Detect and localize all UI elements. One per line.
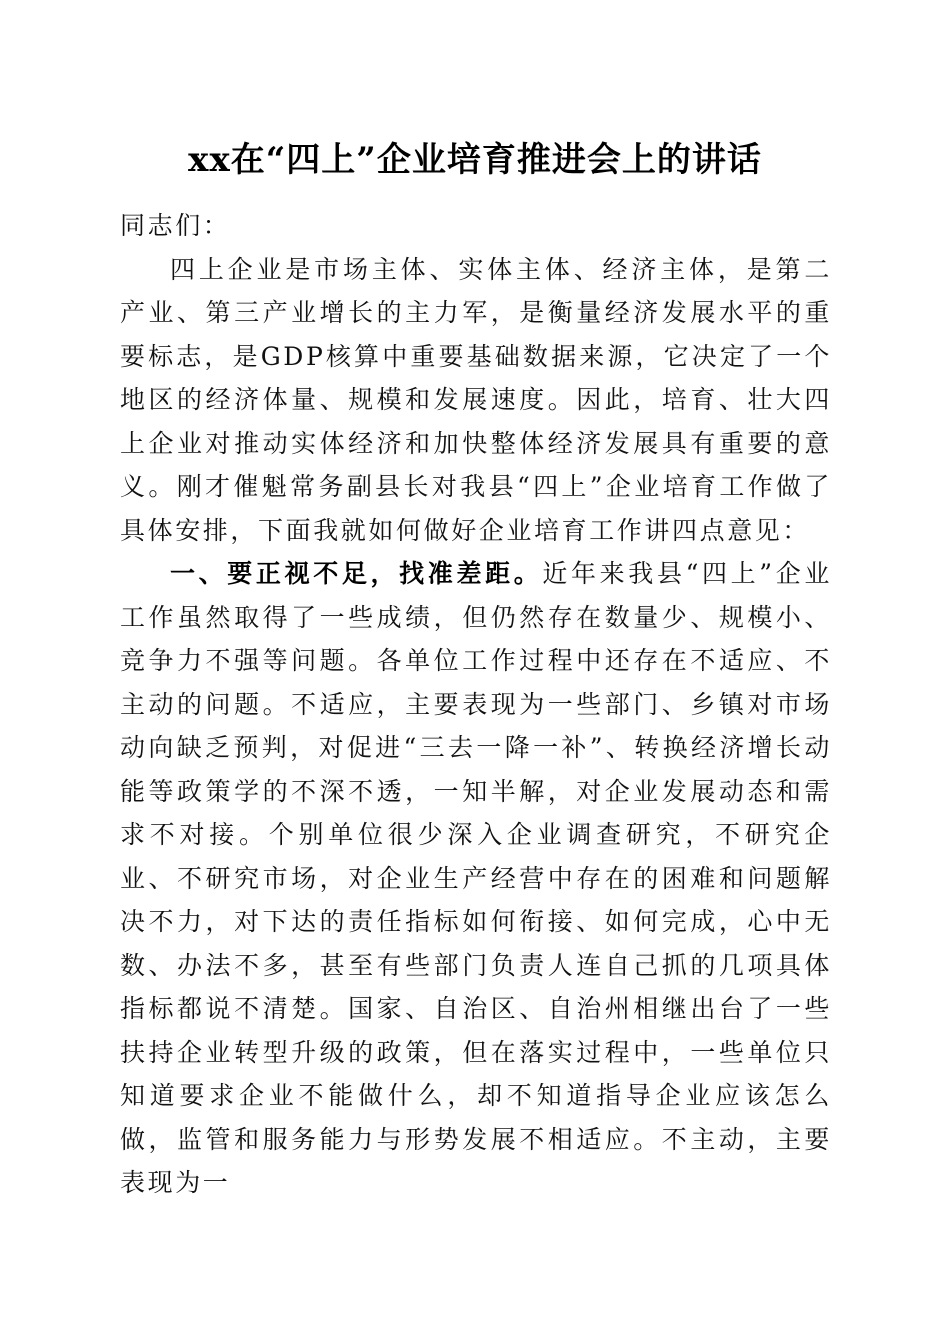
document-title: xx在“四上”企业培育推进会上的讲话: [188, 140, 762, 180]
section-1-body: 近年来我县“四上”企业工作虽然取得了一些成绩，但仍然存在数量少、规模小、竞争力不强等问题。各单位工作过程中还存在不适应、不主动的问题。不适应，主要表现为一些部门、乡镇对市场动向缺乏预判，对促进“三去一降一补”、转换经济增长动能等政策学的不深不透，一知半解，对企业发展动态和需求不对接。个别单位很少深入企业调查研究，不研究企业、不研究市场，对企业生产经营中存在的困难和问题解决不力，对下达的责任指标如何衔接、如何完成，心中无数、办法不多，甚至有些部门负责人连自己抓的几项具体指标都说不清楚。国家、自治区、自治州相继出台了一些扶持企业转型升级的政策，但在落实过程中，一些单位只知道要求企业不能做什么，却不知道指导企业应该怎么做，监管和服务能力与形势发展不相适应。不主动，主要表现为一: [120, 559, 832, 1197]
document-body: [120, 204, 832, 1205]
section-1-heading: 一、要正视不足，找准差距。: [170, 559, 543, 588]
paragraph-section-1: [120, 552, 832, 1205]
salutation: 同志们：: [120, 211, 231, 240]
paragraph-intro: 四上企业是市场主体、实体主体、经济主体，是第二产业、第三产业增长的主力军，是衡量经济发展水平的重要标志，是GDP核算中重要基础数据来源，它决定了一个地区的经济体量、规模和发展速度。因此，培育、壮大四上企业对推动实体经济和加快整体经济发展具有重要的意义。刚才催魁常务副县长对我县“四上”企业培育工作做了具体安排，下面我就如何做好企业培育工作讲四点意见：: [120, 254, 832, 545]
